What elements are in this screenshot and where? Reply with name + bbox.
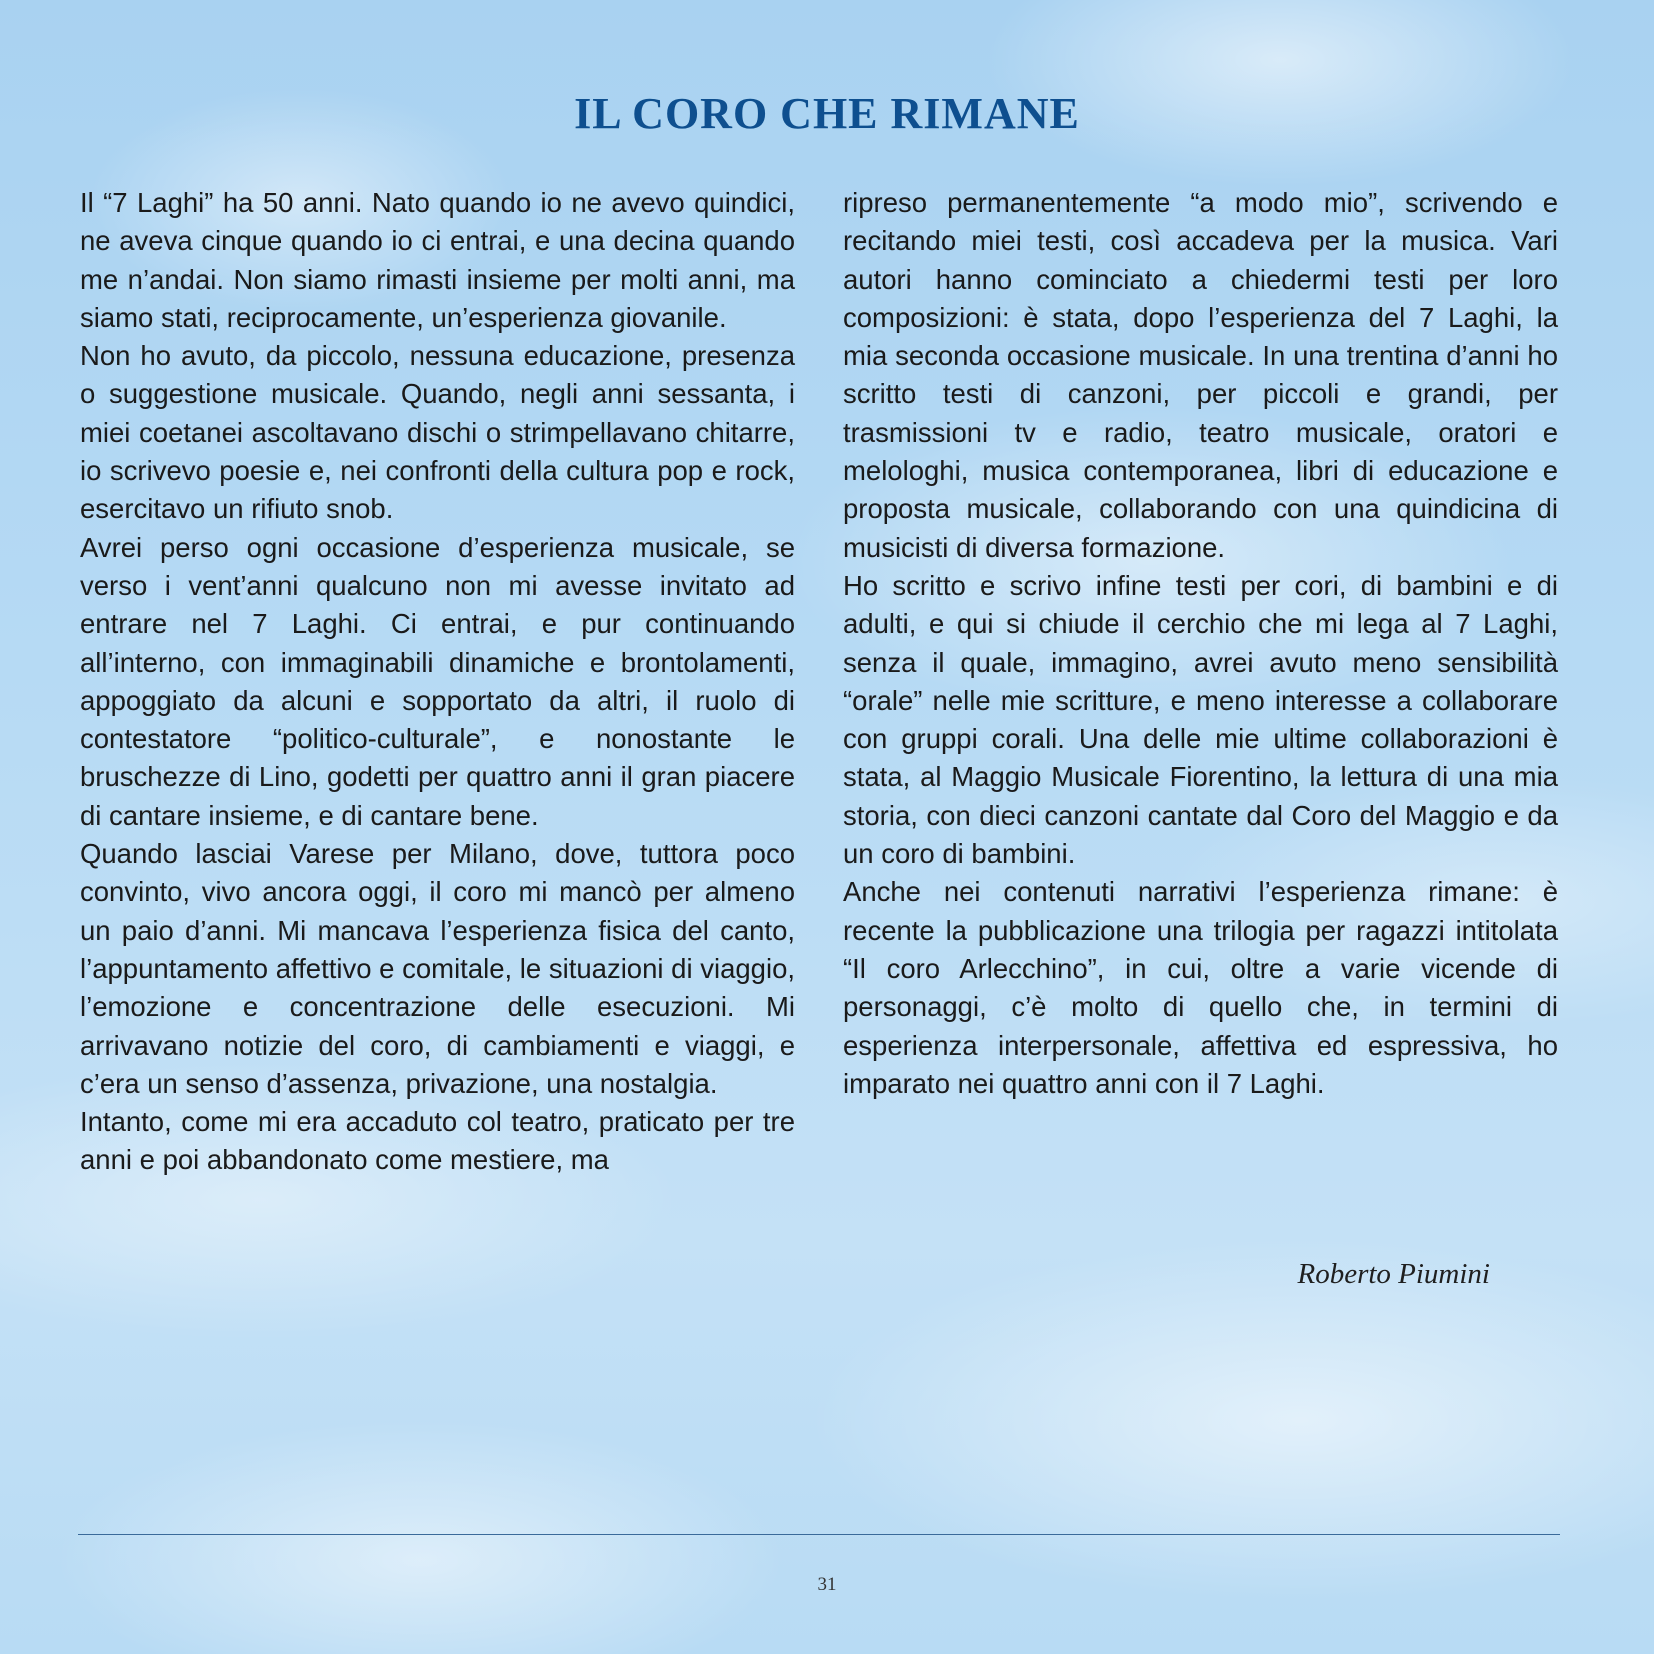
paragraph: Il “7 Laghi” ha 50 anni. Nato quando io ne avevo quindici, ne aveva cinque quando io ci entrai, e una decina quando me n’andai. Non siamo rimasti insieme per molti anni, ma siamo stati, reciprocamente, un’esperienza giovanile. [80,187,795,333]
page-title: IL CORO CHE RIMANE [574,89,1080,138]
paragraph: Avrei perso ogni occasione d’esperienza musicale, se verso i vent’anni qualcuno non mi avesse invitato ad entrare nel 7 Laghi. Ci entrai, e pur continuando all’interno, con immaginabili dinamiche e brontolamenti, appoggiato da alcuni e sopportato da altri, il ruolo di contestatore “politico-culturale”, e nonostante le bruschezze di Lino, godetti per quattro anni il gran piacere di cantare insieme, e di cantare bene. [80,531,795,831]
paragraph: ripreso permanentemente “a modo mio”, scrivendo e recitando miei testi, così accadeva per la musica. Vari autori hanno cominciato a chiedermi testi per loro composizioni: è stata, dopo l’esperienza del 7 Laghi, la mia seconda occasione musicale. In una trentina d’anni ho scritto testi di canzoni, per piccoli e grandi, per trasmissioni tv e radio, teatro musicale, oratori e melologhi, musica contemporanea, libri di educazione e proposta musicale, collaborando con una quindicina di musicisti di diversa formazione. [843,187,1558,563]
paragraph: Non ho avuto, da piccolo, nessuna educazione, presenza o suggestione musicale. Quando, negli anni sessanta, i miei coetanei ascoltavano dischi o strimpellavano chitarre, io scrivevo poesie e, nei confronti della cultura pop e rock, esercitavo un rifiuto snob. [80,340,795,525]
paragraph: Ho scritto e scrivo infine testi per cori, di bambini e di adulti, e qui si chiude il cerchio che mi lega al 7 Laghi, senza il quale, immagino, avrei avuto meno sensibilità “orale” nelle mie scritture, e meno interesse a collaborare con gruppi corali. Una delle mie ultime collaborazioni è stata, al Maggio Musicale Fiorentino, la lettura di una mia storia, con dieci canzoni cantate dal Coro del Maggio e da un coro di bambini. [843,569,1558,870]
footer-divider [78,1534,1560,1535]
author-signature: Roberto Piumini [1297,1258,1490,1290]
paragraph: Anche nei contenuti narrativi l’esperienza rimane: è recente la pubblicazione una trilogia per ragazzi intitolata “Il coro Arlecchino”, in cui, oltre a varie vicende di personaggi, c’è molto di quello che, in termini di esperienza interpersonale, affettiva ed espressiva, ho imparato nei quattro anni con il 7 Laghi. [843,876,1558,1099]
paragraph: Quando lasciai Varese per Milano, dove, tuttora poco convinto, vivo ancora oggi, il coro mi mancò per almeno un paio d’anni. Mi mancava l’esperienza fisica del canto, l’appuntamento affettivo e comitale, le situazioni di viaggio, l’emozione e concentrazione delle esecuzioni. Mi arrivavano notizie del coro, di cambiamenti e viaggi, e c’era un senso d’assenza, privazione, una nostalgia. [80,838,795,1099]
paragraph: Intanto, come mi era accaduto col teatro, praticato per tre anni e poi abbandonato come mestiere, ma [80,1106,795,1176]
text-column-left [80,184,795,1180]
text-column-right [843,184,1558,1103]
page-number: 31 [817,1574,837,1595]
